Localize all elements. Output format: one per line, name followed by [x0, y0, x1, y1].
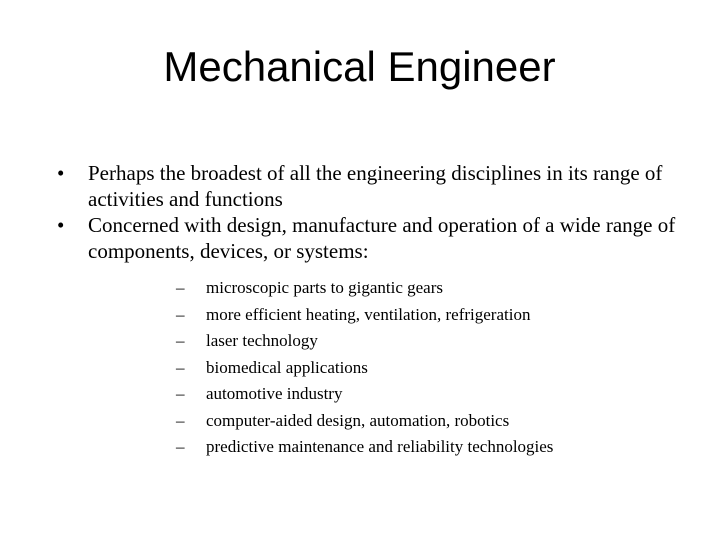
sub-bullet-text: automotive industry	[206, 384, 343, 403]
slide-title: Mechanical Engineer	[163, 43, 556, 90]
sub-bullet-marker: –	[176, 437, 185, 456]
bullet-marker: •	[57, 161, 65, 185]
bullet-list	[0, 160, 719, 461]
sub-bullet-marker: –	[176, 278, 185, 297]
sub-bullet-item	[88, 381, 689, 408]
sub-bullet-list	[88, 275, 689, 461]
bullet-marker: •	[57, 213, 65, 237]
sub-bullet-text: computer-aided design, automation, robotics	[206, 410, 510, 430]
sub-bullet-item	[88, 434, 689, 461]
bullet-text: Concerned with design, manufacture and operation of a wide range of components, devices, or systems:	[88, 213, 676, 263]
sub-bullet-marker: –	[176, 304, 185, 324]
sub-bullet-text: predictive maintenance and reliability technologies	[206, 437, 554, 456]
sub-bullet-item	[88, 275, 689, 302]
sub-bullet-text: microscopic parts to gigantic gears	[206, 278, 443, 297]
sub-bullet-marker: –	[176, 410, 185, 430]
sub-bullet-item	[88, 302, 689, 329]
bullet-item	[0, 212, 719, 461]
sub-bullet-text: biomedical applications	[206, 357, 368, 377]
bullet-text: Perhaps the broadest of all the engineering disciplines in its range of activities and functions	[88, 161, 663, 211]
sub-bullet-item	[88, 328, 689, 355]
bullet-item	[0, 160, 719, 212]
sub-bullet-item	[88, 355, 689, 382]
sub-bullet-item	[88, 408, 689, 435]
sub-bullet-text: laser technology	[206, 331, 318, 350]
sub-bullet-marker: –	[176, 331, 185, 350]
sub-bullet-marker: –	[176, 384, 185, 403]
sub-bullet-text: more efficient heating, ventilation, refrigeration	[206, 304, 531, 324]
sub-bullet-marker: –	[176, 357, 185, 377]
